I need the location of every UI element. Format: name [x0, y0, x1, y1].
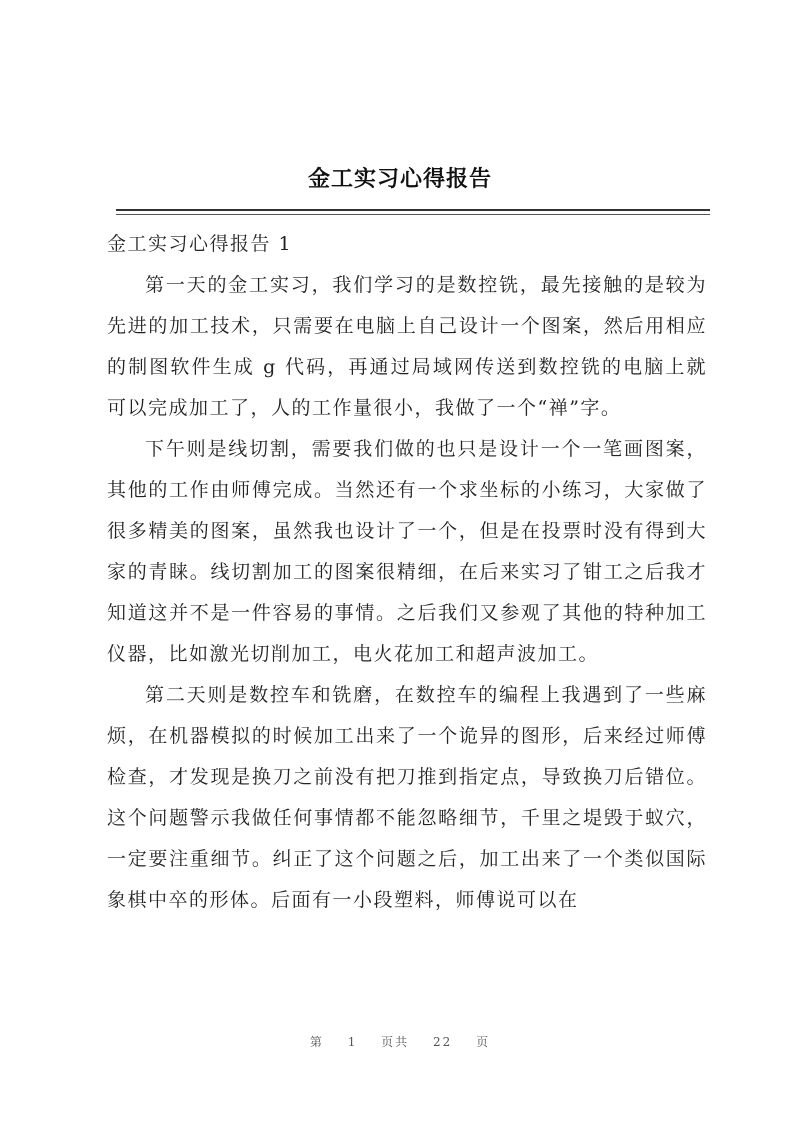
paragraph-2: 下午则是线切割，需要我们做的也只是设计一个一笔画图案，其他的工作由师傅完成。当然还有一个求坐标的小练习，大家做了很多精美的图案，虽然我也设计了一个，但是在投票时没有得到大家的青睐。线切割加工的图案很精细，在后来实习了钳工之后我才知道这并不是一件容易的事情。之后我们又参观了其他的特种加工仪器，比如激光切削加工，电火花加工和超声波加工。: [107, 438, 707, 665]
footer-prefix: 第: [309, 1035, 324, 1049]
footer-mid: 页共: [381, 1035, 410, 1049]
footer-current-page: 1: [347, 1035, 358, 1049]
page-footer: [0, 1033, 800, 1050]
title-divider-thin: [116, 214, 710, 215]
document-title: 金工实习心得报告: [307, 166, 492, 192]
footer-suffix: 页: [476, 1035, 491, 1049]
section-heading: 金工实习心得报告 1: [107, 233, 293, 255]
document-body: [107, 224, 707, 921]
footer-total-pages: 22: [433, 1035, 453, 1049]
paragraph-1: 第一天的金工实习，我们学习的是数控铣，最先接触的是较为先进的加工技术，只需要在电脑上自己设计一个图案，然后用相应的制图软件生成 g 代码，再通过局域网传送到数控铣的电脑上就可以完成加工了，人的工作量很小，我做了一个“禅”字。: [107, 274, 707, 419]
title-divider: [116, 209, 710, 211]
paragraph-3: 第二天则是数控车和铣磨，在数控车的编程上我遇到了一些麻烦，在机器模拟的时候加工出来了一个诡异的图形，后来经过师傅检查，才发现是换刀之前没有把刀推到指定点，导致换刀后错位。这个问题警示我做任何事情都不能忽略细节，千里之堤毁于蚁穴，一定要注重细节。纠正了这个问题之后，加工出来了一个类似国际象棋中卒的形体。后面有一小段塑料，师傅说可以在: [107, 684, 707, 911]
